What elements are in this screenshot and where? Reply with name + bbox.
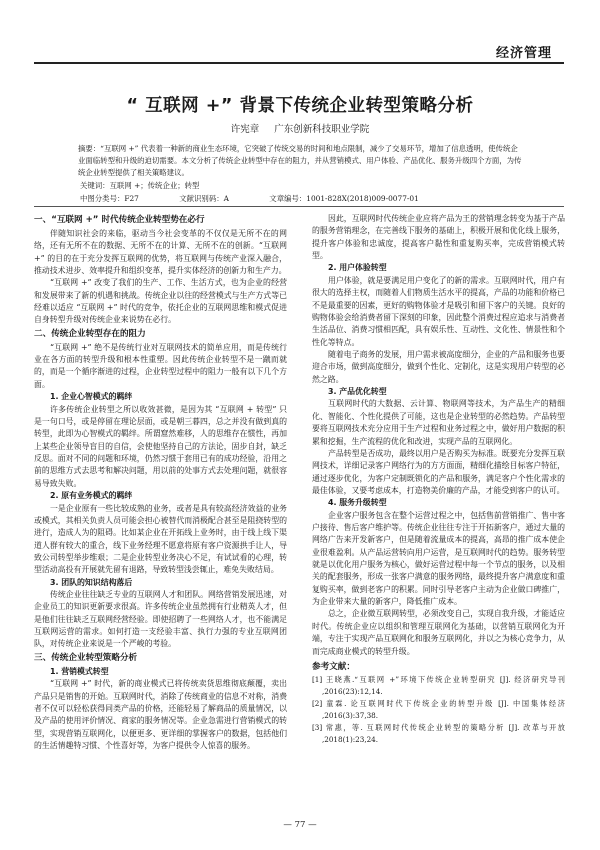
document-code: 文献识别码：A	[179, 194, 229, 203]
author-line	[0, 121, 600, 135]
abstract-rule	[34, 206, 564, 207]
paragraph: 随着电子商务的发展，用户需求被高度细分，企业的产品和服务也要迎合市场，做到高度细分，做到个性化、定制化，这是实现用户转型的必然之路。	[312, 349, 565, 384]
paragraph: 伴随知识社会的来临，驱动当今社会变革的不仅仅是无所不在的网络，还有无所不在的数据、无所不在的计算、无所不在的创新。“互联网 +” 的目的在于充分发挥互联网的优势，将互联网与传统产业深入融合，推动技术进步、效率提升和组织变革，提升实体经济的创新力和生产力。	[34, 229, 287, 276]
subsection-heading: 3. 团队的知识结构落后	[50, 577, 133, 587]
paragraph: “互联网 +” 改变了我们的生产、工作、生活方式，也为企业的经营和发展带来了新的机遇和挑战。传统企业以往的经营模式与生产方式等已经难以适应 “互联网 +” 时代的竞争，依托企业的互联网思维和模式促进自身转型升级对传统企业来说势在必行。	[34, 278, 287, 325]
paragraph: 企业客户服务包含在整个运营过程之中，包括售前营销推广、售中客户接待、售后客户维护等。传统企业往往专注于开拓新客户，通过大量的网络广告来开发新客户，但是随着流量成本的提高，高昂的推广成本使企业很难盈利。从产品运营转向用户运营，是互联网时代的趋势。服务转型就是以优化用户服务为核心，做好运营过程中每一个节点的服务，以及相关的配套服务，形成一张客户满意的服务网络，最终提升客户满意度和重复购买率，做到老客户的积累。同时引导老客户主动为企业做口碑推广，为企业带来大量的新客户，降低推广成本。	[312, 510, 565, 607]
classification-line	[80, 193, 419, 204]
subsection-heading: 2. 原有业务模式的羁绊	[50, 491, 133, 501]
paragraph: “互联网 +” 绝不是传统行业对互联网技术的简单应用，而是传统行业在各方面的转型升级和根本性重塑。因此传统企业转型不是一蹴而就的，而是一个循序渐进的过程，企业转型过程中的阻力一般有以下几个方面。	[34, 342, 287, 389]
section-heading: 三、传统企业转型策略分析	[34, 652, 138, 663]
article-number: 文章编号：1001-828X(2018)009-0077-01	[269, 194, 419, 203]
author-name: 许宪章	[230, 124, 260, 135]
paragraph: 产品转型是否成功，最终以用户是否购买为标准。既要充分发挥互联网技术，详细记录客户网络行为的方方面面，精细化描绘目标客户特征，通过逐步优化，为客户定制既锁化的产品和服务，满足客户个性化需求的最佳体验，又要考虑成本，打造物美价廉的产品，才能受到客户的认可。	[312, 448, 565, 495]
paragraph: 因此，互联网时代传统企业应将产品为王的营销理念转变为基于产品的服务营销理念，在完善线下服务的基础上，积极开展和优化线上服务，提升客户体验和忠诚度，提高客户黏性和重复购买率，完成营销模式转型。	[312, 214, 565, 261]
class-number: 中图分类号：F27	[80, 194, 139, 203]
reference-item: [1] 王晓燕.“互联网 +”环境下传统企业转型研究 [J]. 经济研究导刊 ,2016(23):12,14.	[312, 674, 565, 696]
subsection-heading: 2. 用户体验转型	[328, 263, 387, 273]
paragraph: 总之，企业微互联网转型，必须改变自己，实现自我升级，才能适应时代。传统企业应以组织和管理互联网化为基础，以营销互联网化为开端，专注于实现产品互联网化和服务互联网化，并以之为核心竞争力，从而完成商业模式的转型升级。	[312, 609, 565, 656]
references-heading: 参考文献：	[312, 661, 355, 672]
section-label: 经济管理	[495, 46, 552, 61]
header-rule	[34, 62, 564, 64]
section-heading: 二、传统企业转型存在的阻力	[34, 328, 146, 339]
subsection-heading: 1. 营销模式转型	[50, 666, 109, 676]
paragraph: 一是企业原有一些比较成熟的业务，或者是具有较高经济效益的业务或模式，其相关负责人员可能会担心被替代而消极配合甚至是阻挠转型的进行，造成人为的阻碍。比如某企业在开拓线上业务时，由于线上线下渠道人群有较大的重合，线下业务经理不愿意将原有客户资源拱手让人，导致公司转型举步维艰；二是企业转型业务决心不足，有试试看的心理，转型活动高投有开展就先留有退路，导致转型浅尝辄止，难免失败结局。	[34, 503, 287, 575]
page-number: — 77 —	[283, 820, 317, 830]
reference-item: [3] 常惠，等. 互联网时代传统企业转型的策略分析 [J]. 改革与开放 ,2018(1):23,24.	[312, 722, 565, 744]
section-heading: 一、“互联网 +” 时代传统企业转型势在必行	[34, 215, 205, 225]
author-affiliation: 广东创新科技职业学院	[274, 124, 370, 135]
subsection-heading: 4. 服务升级转型	[328, 498, 387, 508]
paragraph: 传统企业往往缺乏专业的互联网人才和团队。网络营销发展迅速，对企业员工的知识更新要求很高。许多传统企业虽然拥有行业精英人才，但是他们往往缺乏互联网经营经验。即使招聘了一些网络人才，也不能满足互联网运营的需求。如何打造一支经验丰富、执行力强的专业互联网团队，对传统企业来说是一个严峻的考验。	[34, 590, 287, 649]
paragraph: 许多传统企业转型之所以收效甚微，是因为其 “互联网 + 转型” 只是一句口号，或是停留在理论层面，或是朝三暮四，总之并没有做到真的转型，此即为心智模式的羁绊。所谓窟然难移，人的思维存在惯性，再加上某些企业领导盲目的自信，会使他坚持自己的方法论，固步自封，缺乏反思。面对不同的问题和环境，仍然习惯于套用已有的成功经验，沿用之前的思维方式去思考和解决问题，用以前的处事方式去处理问题，就很容易导致失败。	[34, 404, 287, 488]
reference-item: [2] 童霖. 论互联网时代下传统企业的转型升级 [J]. 中国集体经济 ,2016(3):37,38.	[312, 698, 565, 720]
left-column	[34, 213, 287, 752]
article-title: “ 互联网 +” 背景下传统企业转型策略分析	[126, 96, 474, 116]
abstract: 摘要：“互联网 +” 代表着一种新的商业生态环境，它突破了传统交易的时间和地点限制，减少了交易环节，增加了信息透明，使传统企业面临转型和升级的迫切需要。本文分析了传统企业转型中存在的阻力，并从营销模式、用户体验、产品优化、服务升级四个方面，为传统企业转型提供了相关策略建议。	[78, 144, 522, 177]
paragraph: 用户体验，就是要满足用户变化了的新的需求。互联网时代，用户有很大的选择主权，而随着人们物质生活水平的提高，产品的功能和价格已不是最重要的因素，更好的购物体验才是吸引和留下客户的关键。良好的购物体验会给消费者留下深刻的印象，因此整个消费过程应追求与消费者生活品位、消费习惯相匹配，具有娱乐性、互动性、文化性、情景性和个性化等特点。	[312, 275, 565, 347]
keywords: 关键词：互联网 +；传统企业；转型	[80, 181, 200, 190]
right-column	[312, 213, 565, 746]
subsection-heading: 1. 企业心智模式的羁绊	[50, 392, 133, 402]
paragraph: 互联网时代的大数据、云计算、物联网等技术，为产品生产的精细化、智能化、个性化提供了可能，这也是企业转型的必然趋势。产品转型要将互联网技术充分应用于生产过程和业务过程之中，做好用户数据的积累和挖掘，生产流程的优化和改进，实现产品的互联网化。	[312, 399, 565, 446]
subsection-heading: 3. 产品优化转型	[328, 386, 387, 396]
paragraph: “互联网 +” 时代，新的商业模式已将传统卖货思维彻底颠覆，卖出产品只是销售的开始。互联网时代，消除了传统商业的信息不对称，消费者不仅可以轻松获得同类产品的价格，还能轻易了解商品的质量情况，以及产品的使用评价情况、商家的服务情况等。企业急需进行营销模式的转型，实现营销互联网化，以便更多、更详细的掌握客户的数据，包括他们的生活情趣特习惯、个性喜好等，为客户提供令人惊喜的服务。	[34, 679, 287, 751]
